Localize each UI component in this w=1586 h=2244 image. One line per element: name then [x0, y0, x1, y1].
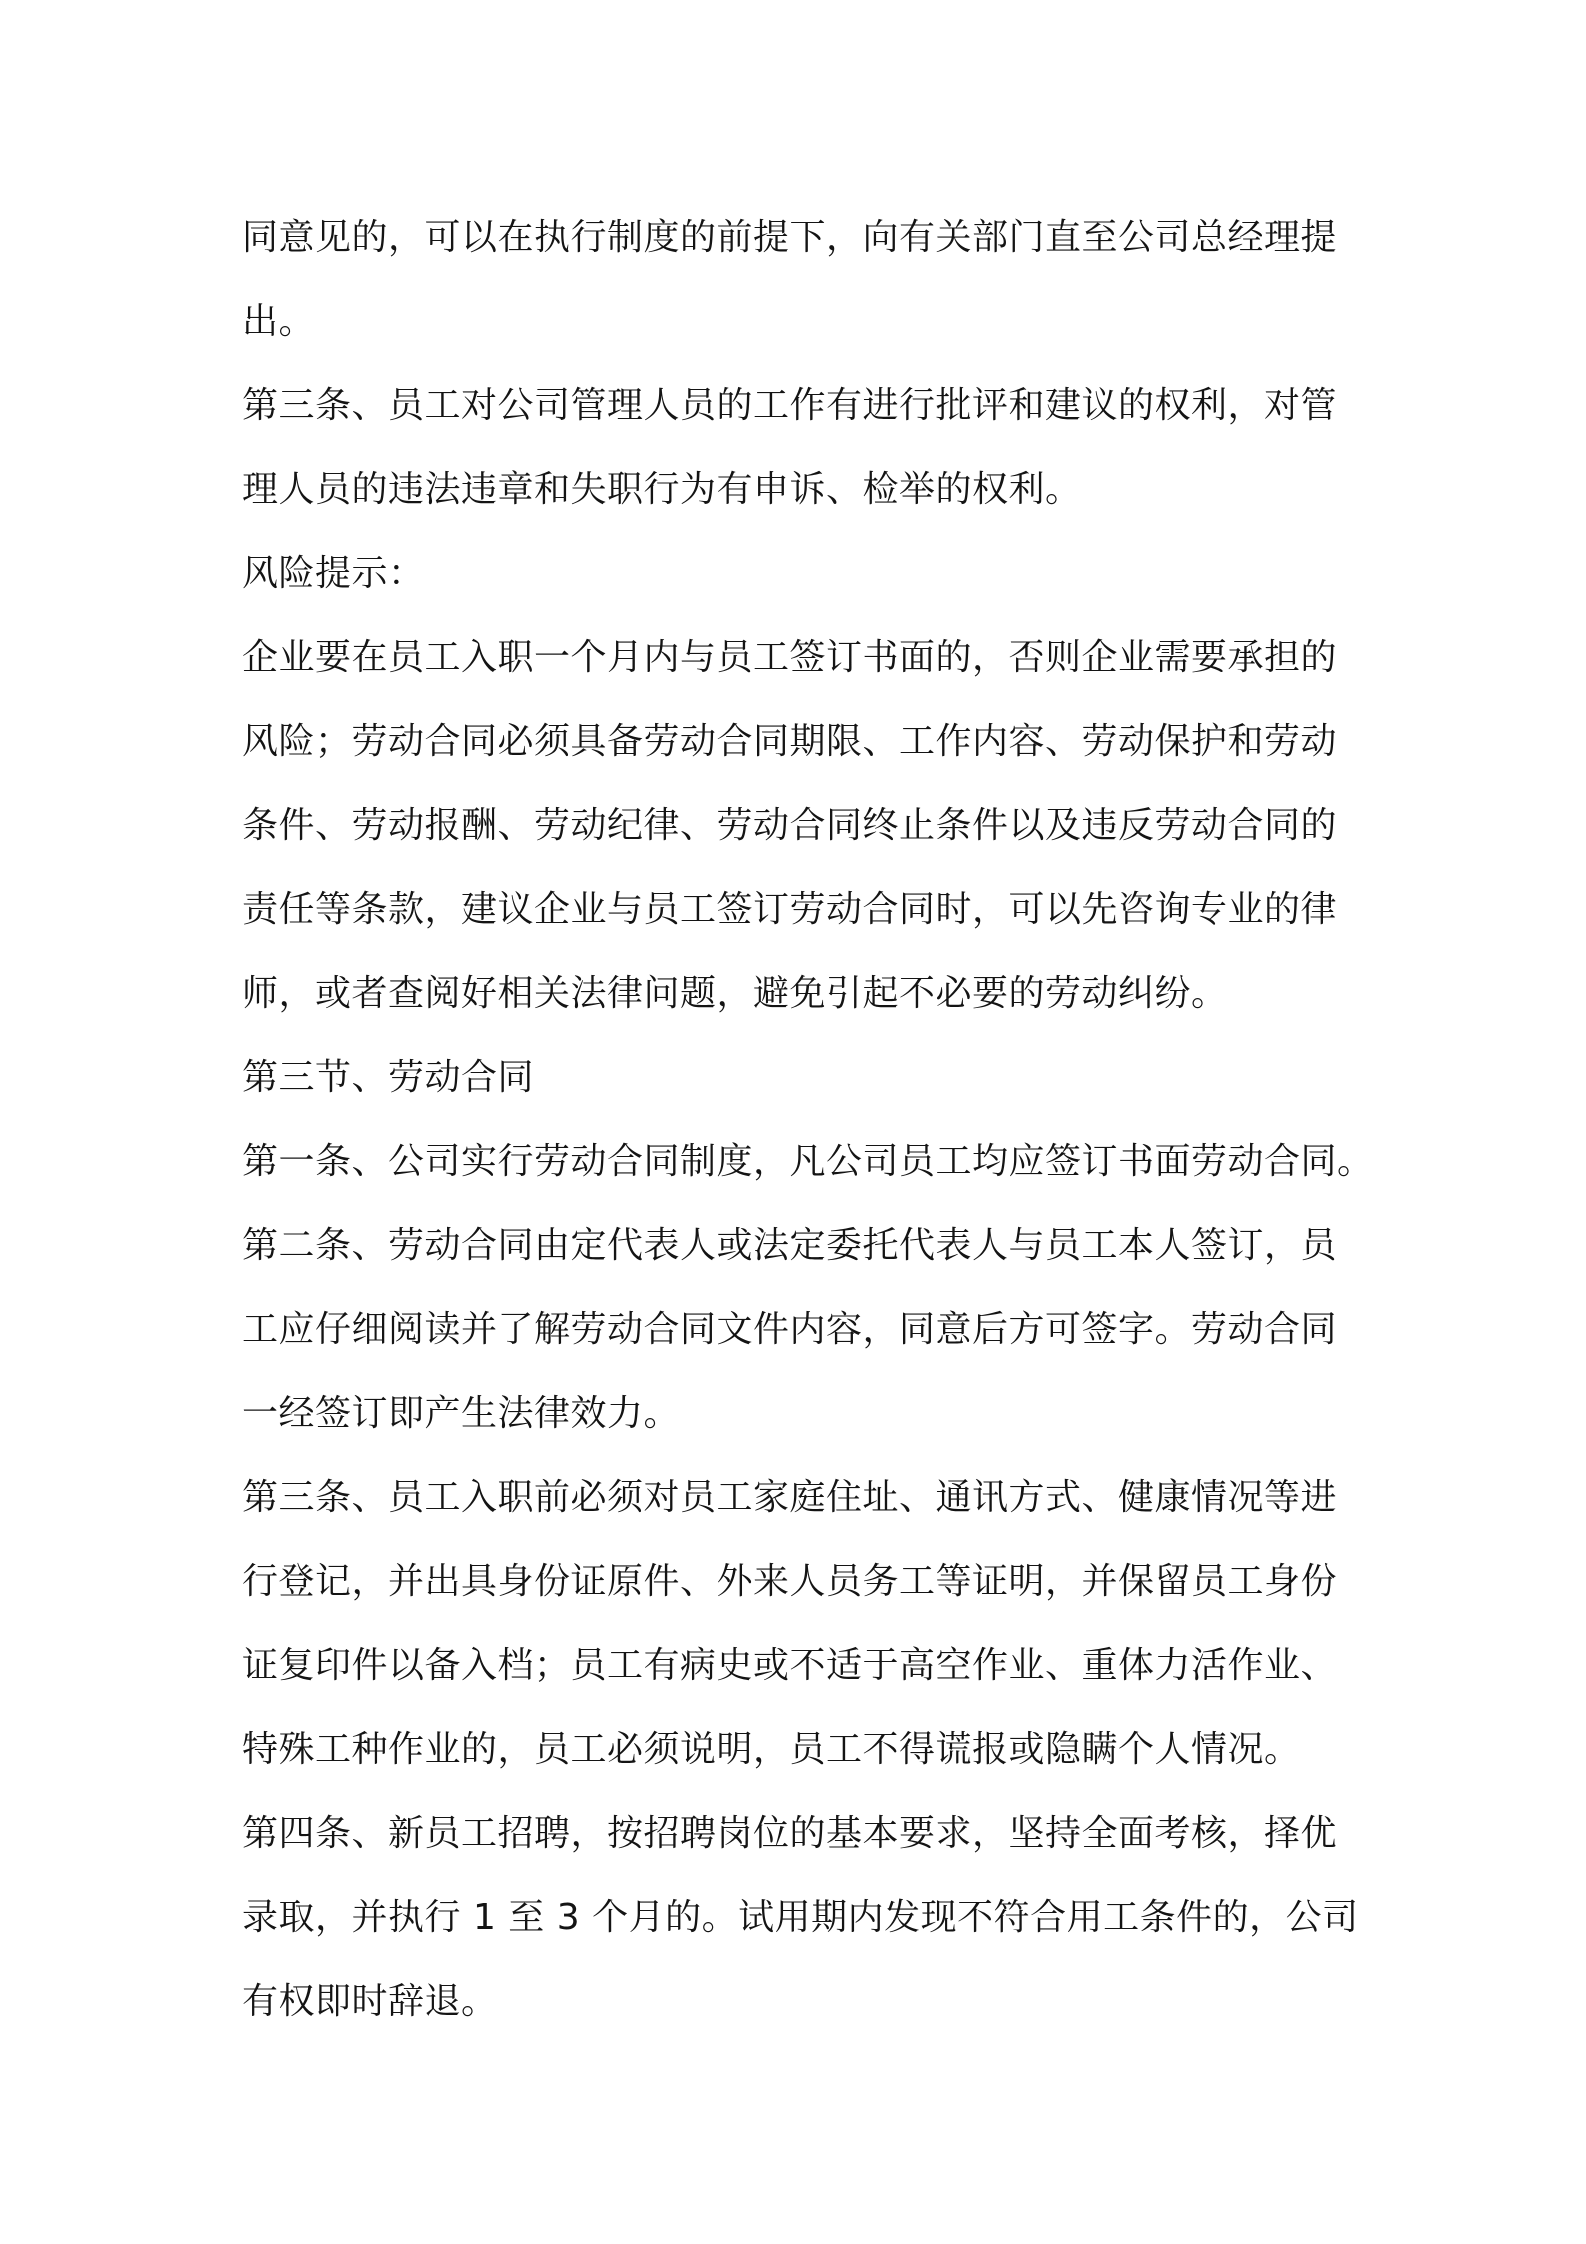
text-line: 特殊工种作业的，员工必须说明，员工不得谎报或隐瞒个人情况。	[242, 1729, 1301, 1770]
text-line: 一经签订即产生法律效力。	[242, 1393, 681, 1434]
text-line: 企业要在员工入职一个月内与员工签订书面的，否则企业需要承担的	[242, 637, 1338, 678]
text-line: 风险；劳动合同必须具备劳动合同期限、工作内容、劳动保护和劳动	[242, 721, 1338, 762]
text-line: 同意见的，可以在执行制度的前提下，向有关部门直至公司总经理提	[242, 217, 1338, 258]
text-line: 第四条、新员工招聘，按招聘岗位的基本要求，坚持全面考核，择优	[242, 1813, 1338, 1854]
text-line: 第三条、员工对公司管理人员的工作有进行批评和建议的权利，对管	[242, 385, 1338, 426]
text-line: 第三条、员工入职前必须对员工家庭住址、通讯方式、健康情况等进	[242, 1477, 1338, 1518]
text-line: 条件、劳动报酬、劳动纪律、劳动合同终止条件以及违反劳动合同的	[242, 805, 1338, 846]
text-line: 师，或者查阅好相关法律问题，避免引起不必要的劳动纠纷。	[242, 973, 1228, 1014]
text-line: 工应仔细阅读并了解劳动合同文件内容，同意后方可签字。劳动合同	[242, 1309, 1338, 1350]
text-line: 有权即时辞退。	[242, 1981, 498, 2022]
text-line: 责任等条款，建议企业与员工签订劳动合同时，可以先咨询专业的律	[242, 889, 1338, 930]
section-heading: 风险提示：	[242, 553, 425, 594]
text-line: 第二条、劳动合同由定代表人或法定委托代表人与员工本人签订，员	[242, 1225, 1338, 1266]
text-line: 第一条、公司实行劳动合同制度，凡公司员工均应签订书面劳动合同。	[242, 1141, 1374, 1182]
document-body	[242, 196, 1374, 2044]
text-line: 出。	[242, 301, 316, 342]
section-heading: 第三节、劳动合同	[242, 1057, 535, 1098]
text-line: 行登记，并出具身份证原件、外来人员务工等证明，并保留员工身份	[242, 1561, 1338, 1602]
text-line: 理人员的违法违章和失职行为有申诉、检举的权利。	[242, 469, 1082, 510]
text-line: 证复印件以备入档；员工有病史或不适于高空作业、重体力活作业、	[242, 1645, 1338, 1686]
text-line: 录取，并执行 1 至 3 个月的。试用期内发现不符合用工条件的，公司	[242, 1897, 1359, 1938]
